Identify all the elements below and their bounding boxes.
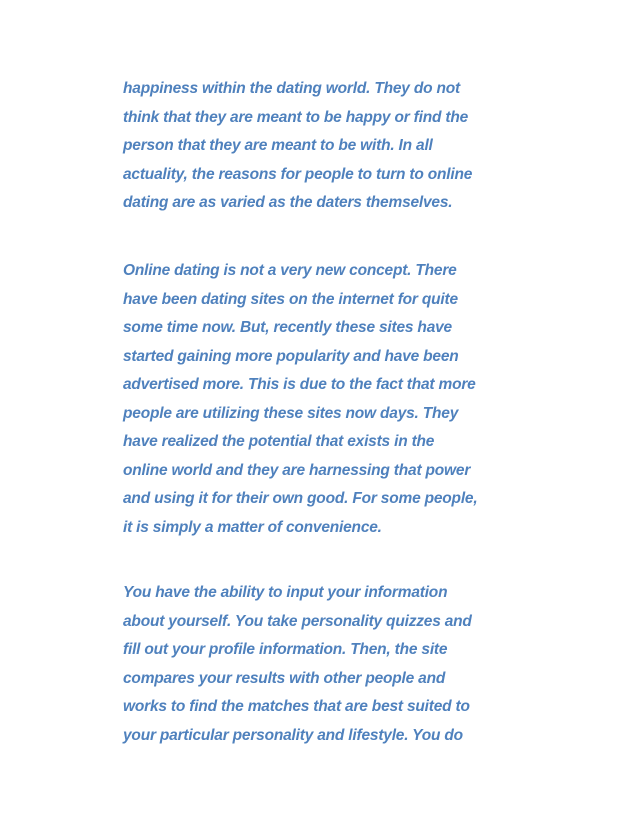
paragraph-line: started gaining more popularity and have been — [123, 347, 459, 365]
paragraph-line: online world and they are harnessing that power — [123, 461, 471, 479]
paragraph-line: works to find the matches that are best suited to — [123, 698, 470, 715]
paragraph-line: about yourself. You take personality quizzes and — [123, 612, 472, 630]
paragraph-line: advertised more. This is due to the fact that more — [123, 376, 476, 393]
paragraph-line: have been dating sites on the internet for quite — [123, 290, 458, 308]
paragraph-line: actuality, the reasons for people to turn to online — [123, 165, 473, 183]
paragraph-line: your particular personality and lifestyle. You do — [123, 726, 463, 744]
paragraph-line: dating are as varied as the daters themselves. — [123, 194, 453, 211]
paragraph-line: person that they are meant to be with. In all — [123, 137, 433, 154]
paragraph-line: and using it for their own good. For some people, — [123, 490, 478, 507]
paragraph-line: some time now. But, recently these sites have — [123, 319, 452, 336]
paragraph-1 — [123, 75, 523, 218]
paragraph-line: it is simply a matter of convenience. — [123, 518, 382, 536]
paragraph-line: people are utilizing these sites now days. They — [123, 404, 459, 422]
paragraph-line: happiness within the dating world. They do not — [123, 80, 460, 97]
paragraph-line: fill out your profile information. Then, the site — [123, 641, 448, 658]
paragraph-line: Online dating is not a very new concept. There — [123, 262, 457, 279]
paragraph-2 — [123, 257, 523, 542]
paragraph-3 — [123, 579, 523, 750]
paragraph-line: You have the ability to input your information — [123, 584, 448, 601]
paragraph-line: think that they are meant to be happy or find the — [123, 108, 469, 126]
paragraph-line: have realized the potential that exists in the — [123, 433, 435, 450]
paragraph-line: compares your results with other people and — [123, 669, 446, 687]
